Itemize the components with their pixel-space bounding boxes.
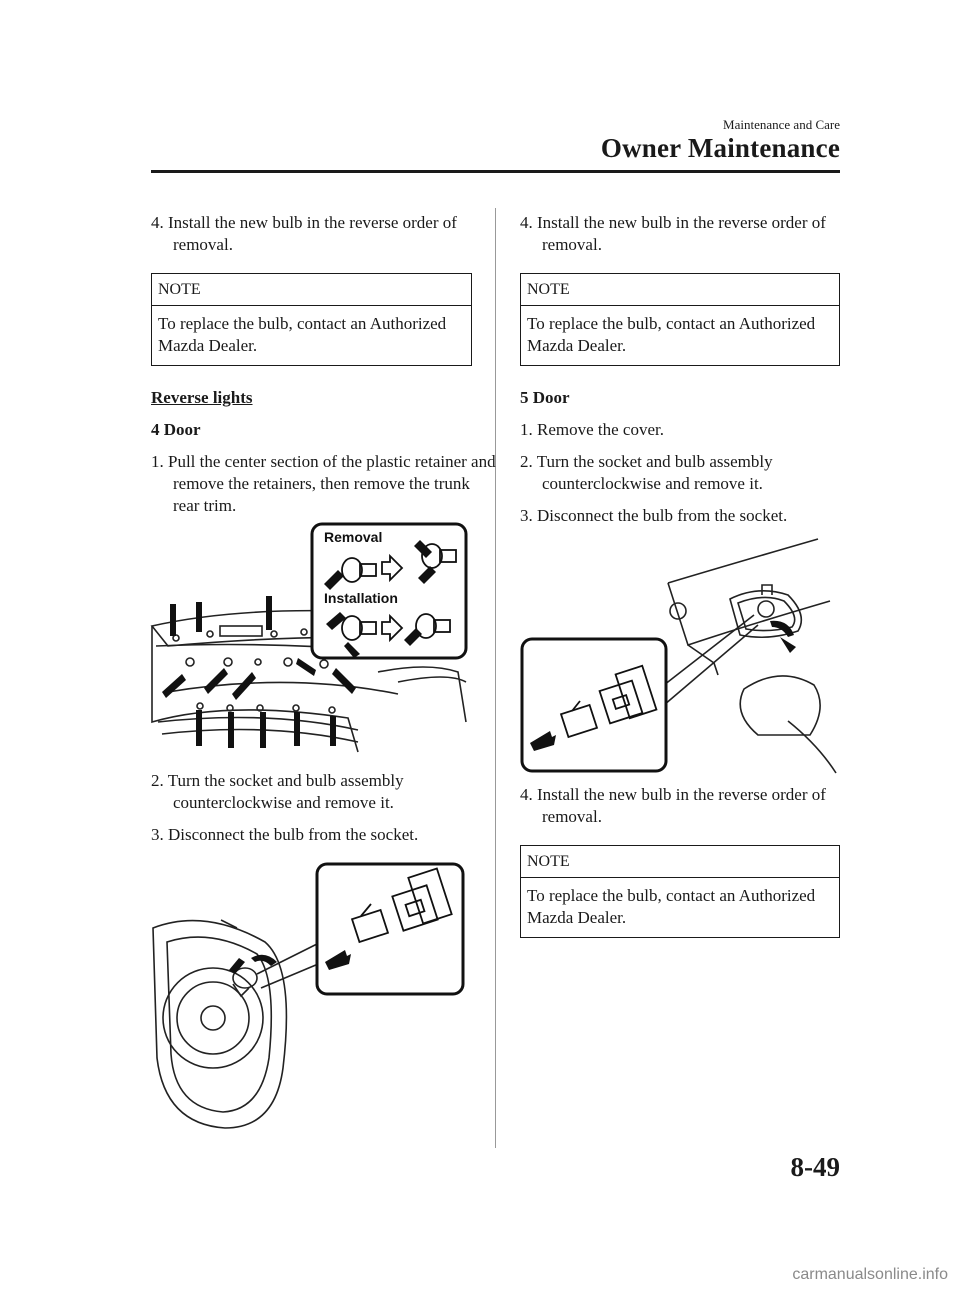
- left-step-2: 2. Turn the socket and bulb assembly counterclockwise and remove it.: [151, 771, 404, 812]
- note-heading: NOTE: [521, 846, 839, 878]
- right-step-2: 2. Turn the socket and bulb assembly counterclockwise and remove it.: [520, 452, 773, 493]
- right-step-1: 1. Remove the cover.: [520, 420, 664, 439]
- reverse-lights-heading: Reverse lights: [151, 388, 253, 407]
- right-note-box-1: [520, 273, 840, 366]
- left-note-box: [151, 273, 472, 366]
- removal-label: Removal: [324, 529, 383, 545]
- right-step-3: 3. Disconnect the bulb from the socket.: [520, 506, 788, 525]
- note-body: To replace the bulb, contact an Authorized Mazda Dealer.: [158, 314, 447, 355]
- section-label: Maintenance and Care: [723, 117, 840, 132]
- note-body: To replace the bulb, contact an Authorized Mazda Dealer.: [527, 886, 816, 927]
- note-heading: NOTE: [521, 274, 839, 306]
- page-title: Owner Maintenance: [600, 133, 840, 163]
- column-divider: [495, 208, 496, 1148]
- five-door-subheading: 5 Door: [520, 388, 570, 407]
- note-body: To replace the bulb, contact an Authorized Mazda Dealer.: [527, 314, 816, 355]
- footer-watermark: carmanualsonline.info: [792, 1266, 948, 1283]
- left-step-1: 1. Pull the center section of the plastic retainer and remove the retainers, then remove the trunk rear trim.: [151, 452, 496, 515]
- left-step-3: 3. Disconnect the bulb from the socket.: [151, 825, 419, 844]
- note-heading: NOTE: [152, 274, 471, 306]
- right-step-4b: 4. Install the new bulb in the reverse order of removal.: [520, 785, 826, 826]
- installation-label: Installation: [324, 590, 398, 606]
- left-step-4: 4. Install the new bulb in the reverse order of removal.: [151, 213, 457, 254]
- right-note-box-2: [520, 845, 840, 938]
- right-step-4a: 4. Install the new bulb in the reverse order of removal.: [520, 213, 826, 254]
- socket-bulb-illustration-4door: [145, 858, 467, 1140]
- four-door-subheading: 4 Door: [151, 420, 201, 439]
- header-rule: [151, 170, 840, 173]
- trunk-trim-retainer-illustration: [148, 522, 470, 754]
- page-number: 8-49: [790, 1152, 840, 1182]
- socket-bulb-illustration-5door: [518, 535, 840, 775]
